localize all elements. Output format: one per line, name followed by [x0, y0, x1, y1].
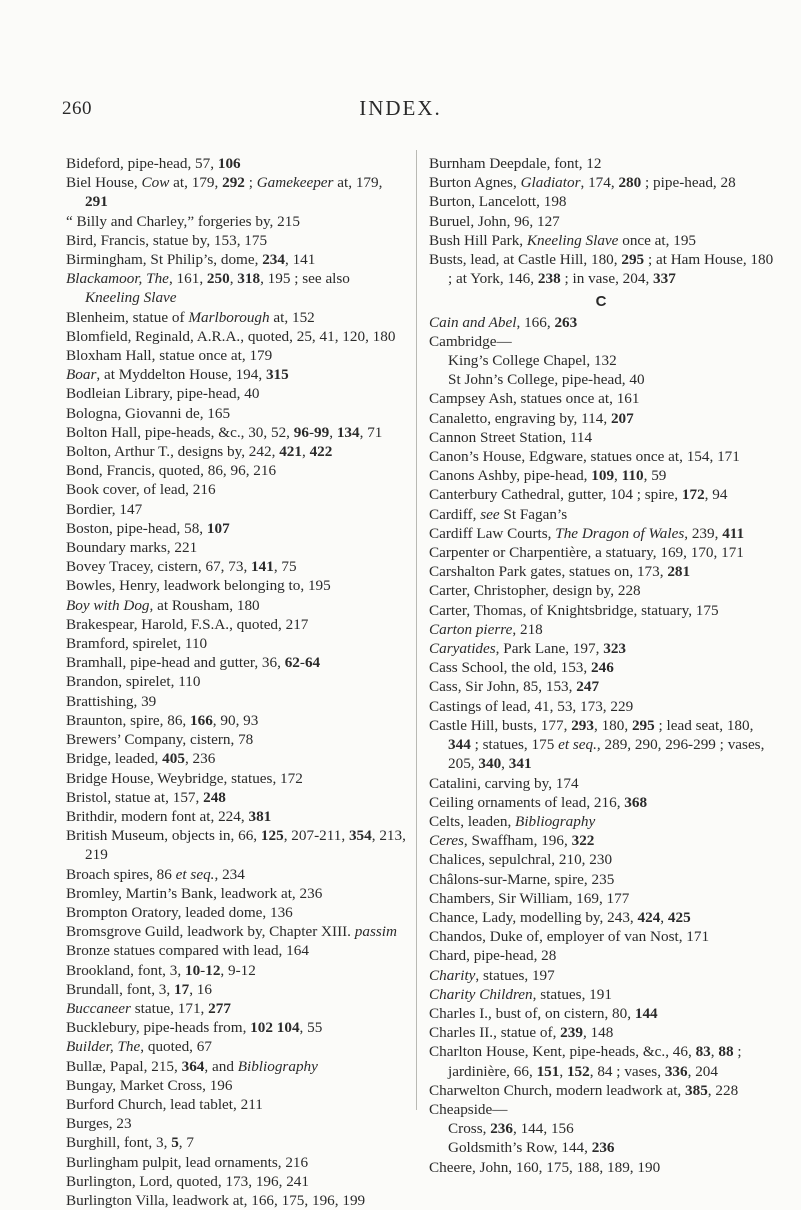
index-entry: Builder, The, quoted, 67: [66, 1038, 212, 1056]
index-entry: Bridge House, Weybridge, statues, 172: [66, 769, 303, 787]
index-entry: Buruel, John, 96, 127: [429, 212, 560, 230]
index-entry: Bolton, Arthur T., designs by, 242, 421, 422: [66, 443, 333, 461]
index-entry: Cheapside—: [429, 1100, 508, 1118]
index-entry: Burford Church, lead tablet, 211: [66, 1095, 263, 1113]
index-entry: Bristol, statue at, 157, 248: [66, 788, 226, 806]
index-entry: Charity Children, statues, 191: [429, 985, 612, 1003]
index-entry: Blomfield, Reginald, A.R.A., quoted, 25, 41, 120, 180: [66, 327, 396, 345]
index-column-left: [66, 154, 406, 1210]
index-entry: Campsey Ash, statues once at, 161: [429, 390, 640, 408]
index-entry: Biel House, Cow at, 179, 292 ; Gamekeeper at, 179, 291: [66, 174, 383, 211]
index-subentry: King’s College Chapel, 132: [448, 352, 617, 370]
index-entry: Cheere, John, 160, 175, 188, 189, 190: [429, 1158, 661, 1176]
index-entry: Ceres, Swaffham, 196, 322: [429, 832, 595, 850]
index-entry: Boar, at Myddelton House, 194, 315: [66, 366, 289, 384]
index-entry: Chance, Lady, modelling by, 243, 424, 425: [429, 908, 691, 926]
index-entry: Burton Agnes, Gladiator, 174, 280 ; pipe-head, 28: [429, 174, 736, 192]
index-entry: Burghill, font, 3, 5, 7: [66, 1134, 194, 1152]
running-head: INDEX.: [359, 96, 442, 120]
index-entry: Castle Hill, busts, 177, 293, 180, 295 ; lead seat, 180, 344 ; statues, 175 et seq., 289, 290, 296-299 ; vases, 205, 340, 341: [429, 716, 765, 773]
index-entry: “ Billy and Charley,” forgeries by, 215: [66, 212, 300, 230]
index-entry: Burlington, Lord, quoted, 173, 196, 241: [66, 1172, 309, 1190]
index-entry: Blenheim, statue of Marlborough at, 152: [66, 308, 315, 326]
index-subentry: St John’s College, pipe-head, 40: [448, 371, 645, 389]
index-entry: Brattishing, 39: [66, 692, 157, 710]
index-entry: Bridge, leaded, 405, 236: [66, 750, 216, 768]
page-number: 260: [62, 98, 92, 119]
index-entry: British Museum, objects in, 66, 125, 207-211, 354, 213, 219: [66, 827, 406, 864]
index-entry: Busts, lead, at Castle Hill, 180, 295 ; at Ham House, 180 ; at York, 146, 238 ; in vase, 204, 337: [429, 251, 774, 288]
index-entry: Bovey Tracey, cistern, 67, 73, 141, 75: [66, 558, 297, 576]
index-entry: Bond, Francis, quoted, 86, 96, 216: [66, 462, 277, 480]
index-entry: Bolton Hall, pipe-heads, &c., 30, 52, 96-99, 134, 71: [66, 423, 383, 441]
index-entry: Brakespear, Harold, F.S.A., quoted, 217: [66, 615, 309, 633]
index-entry: Catalini, carving by, 174: [429, 774, 579, 792]
index-entry: Burlingham pulpit, lead ornaments, 216: [66, 1153, 309, 1171]
index-entry: Chandos, Duke of, employer of van Nost, 171: [429, 928, 710, 946]
index-entry: Brewers’ Company, cistern, 78: [66, 731, 254, 749]
index-entry: Cannon Street Station, 114: [429, 428, 593, 446]
index-entry: Cain and Abel, 166, 263: [429, 313, 578, 331]
index-column-right: [429, 154, 774, 1177]
index-entry: Cardiff, see St Fagan’s: [429, 505, 568, 523]
index-entry: Cass, Sir John, 85, 153, 247: [429, 678, 600, 696]
index-entry: Bungay, Market Cross, 196: [66, 1076, 233, 1094]
index-entry: Brithdir, modern font at, 224, 381: [66, 807, 272, 825]
index-entry: Broach spires, 86 et seq., 234: [66, 865, 245, 883]
index-entry: Châlons-sur-Marne, spire, 235: [429, 870, 615, 888]
index-entry: Caryatides, Park Lane, 197, 323: [429, 640, 626, 658]
index-entry: Charwelton Church, modern leadwork at, 385, 228: [429, 1081, 739, 1099]
index-entry: Birmingham, St Philip’s, dome, 234, 141: [66, 251, 316, 269]
index-entry: Burton, Lancelott, 198: [429, 193, 567, 211]
index-entry: Carton pierre, 218: [429, 620, 543, 638]
index-entry: Carter, Christopher, design by, 228: [429, 582, 641, 600]
index-entry: Carshalton Park gates, statues on, 173, 281: [429, 563, 691, 581]
index-entry: Cambridge—: [429, 332, 512, 350]
index-entry: Brompton Oratory, leaded dome, 136: [66, 903, 293, 921]
index-entry: Boy with Dog, at Rousham, 180: [66, 596, 260, 614]
index-entry: Buccaneer statue, 171, 277: [66, 999, 231, 1017]
index-entry: Charles I., bust of, on cistern, 80, 144: [429, 1004, 658, 1022]
index-entry: Canons Ashby, pipe-head, 109, 110, 59: [429, 467, 667, 485]
index-entry: Blackamoor, The, 161, 250, 318, 195 ; see also Kneeling Slave: [66, 270, 350, 307]
index-entry: Bodleian Library, pipe-head, 40: [66, 385, 260, 403]
section-letter: C: [595, 293, 608, 311]
index-entry: Burges, 23: [66, 1115, 132, 1133]
index-entry: Bologna, Giovanni de, 165: [66, 404, 231, 422]
index-entry: Cardiff Law Courts, The Dragon of Wales, 239, 411: [429, 524, 745, 542]
index-entry: Boundary marks, 221: [66, 539, 198, 557]
index-entry: Cass School, the old, 153, 246: [429, 659, 614, 677]
index-entry: Bordier, 147: [66, 500, 143, 518]
index-entry: Bullæ, Papal, 215, 364, and Bibliography: [66, 1057, 318, 1075]
index-entry: Bird, Francis, statue by, 153, 175: [66, 231, 268, 249]
index-entry: Charles II., statue of, 239, 148: [429, 1024, 614, 1042]
index-entry: Boston, pipe-head, 58, 107: [66, 519, 230, 537]
index-entry: Carter, Thomas, of Knightsbridge, statuary, 175: [429, 601, 719, 619]
index-entry: Carpenter or Charpentière, a statuary, 169, 170, 171: [429, 544, 744, 562]
index-entry: Chambers, Sir William, 169, 177: [429, 889, 630, 907]
index-entry: Burnham Deepdale, font, 12: [429, 155, 602, 172]
index-entry: Brundall, font, 3, 17, 16: [66, 980, 212, 998]
index-entry: Celts, leaden, Bibliography: [429, 812, 596, 830]
index-entry: Castings of lead, 41, 53, 173, 229: [429, 697, 634, 715]
index-entry: Charity, statues, 197: [429, 966, 555, 984]
index-entry: Braunton, spire, 86, 166, 90, 93: [66, 711, 259, 729]
index-entry: Bowles, Henry, leadwork belonging to, 195: [66, 577, 331, 595]
index-entry: Chard, pipe-head, 28: [429, 947, 557, 965]
index-subentry: Cross, 236, 144, 156: [448, 1120, 574, 1138]
index-entry: Bromsgrove Guild, leadwork by, Chapter XIII. passim: [66, 923, 397, 941]
index-entry: Bideford, pipe-head, 57, 106: [66, 155, 241, 172]
index-entry: Bramhall, pipe-head and gutter, 36, 62-64: [66, 654, 321, 672]
index-entry: Burlington Villa, leadwork at, 166, 175, 196, 199: [66, 1191, 366, 1209]
index-entry: Charlton House, Kent, pipe-heads, &c., 46, 83, 88 ; jardinière, 66, 151, 152, 84 ; vases, 336, 204: [429, 1043, 742, 1080]
index-entry: Canon’s House, Edgware, statues once at, 154, 171: [429, 448, 740, 466]
index-entry: Brookland, font, 3, 10-12, 9-12: [66, 961, 256, 979]
index-entry: Bramford, spirelet, 110: [66, 635, 208, 653]
index-entry: Canterbury Cathedral, gutter, 104 ; spire, 172, 94: [429, 486, 728, 504]
index-entry: Bronze statues compared with lead, 164: [66, 942, 309, 960]
index-entry: Ceiling ornaments of lead, 216, 368: [429, 793, 648, 811]
column-divider: [416, 150, 417, 1110]
index-entry: Bush Hill Park, Kneeling Slave once at, 195: [429, 231, 697, 249]
index-entry: Bucklebury, pipe-heads from, 102 104, 55: [66, 1019, 323, 1037]
index-entry: Canaletto, engraving by, 114, 207: [429, 409, 634, 427]
index-entry: Bromley, Martin’s Bank, leadwork at, 236: [66, 884, 323, 902]
index-entry: Brandon, spirelet, 110: [66, 673, 201, 691]
index-subentry: Goldsmith’s Row, 144, 236: [448, 1139, 615, 1157]
index-entry: Bloxham Hall, statue once at, 179: [66, 347, 273, 365]
index-entry: Book cover, of lead, 216: [66, 481, 216, 499]
index-entry: Chalices, sepulchral, 210, 230: [429, 851, 613, 869]
